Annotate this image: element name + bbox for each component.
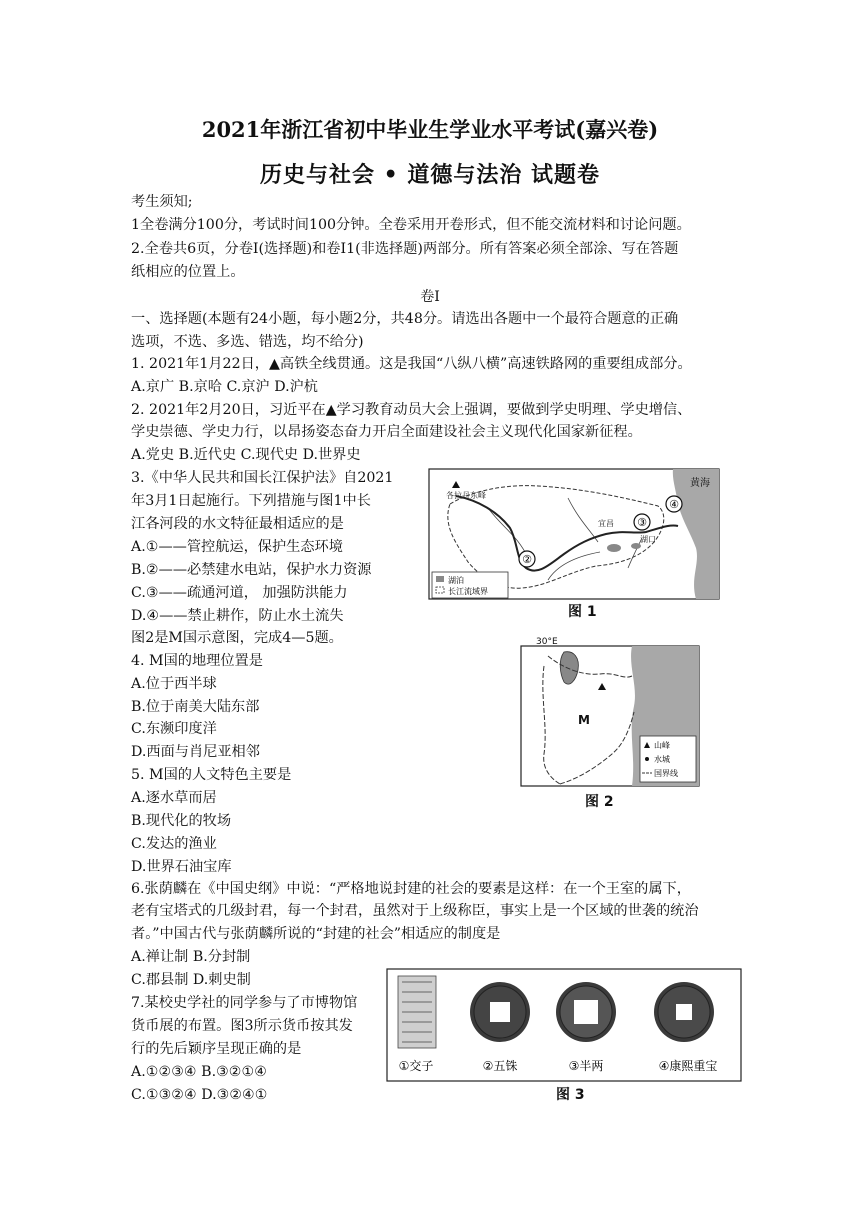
q6-options-2: C.郡县制 D.刺史制 (131, 972, 251, 988)
q4-option-c: C.东濒印度洋 (131, 721, 217, 737)
q3-line-2: 年3月1日起施行。下列措施与图1中长 (131, 493, 371, 509)
q5-option-d: D.世界石油宝库 (131, 859, 232, 875)
marker-3-label: ③ (637, 516, 647, 529)
notice-line-1: 1全卷满分100分，考试时间100分钟。全卷采用开卷形式，但不能交流材料和讨论问题。 (131, 217, 691, 233)
country-label: M (578, 713, 590, 727)
notice-line-3: 纸相应的位置上。 (131, 264, 245, 280)
country-m-map (520, 636, 700, 788)
q6-line-1: 6.张荫麟在《中国史纲》中说：“严格地说封建的社会的要素是这样：在一个王室的属下， (131, 881, 691, 897)
q3-option-c: C.③——疏通河道， 加强防洪能力 (131, 585, 348, 601)
legend-peak-label: 山峰 (654, 741, 670, 750)
figure-2-caption: 图 2 (585, 794, 614, 810)
figure-1-caption: 图 1 (568, 604, 597, 620)
section-intro-1: 一、选择题(本题有24小题，每小题2分，共48分。请选出各题中一个最符合题意的正确 (131, 311, 679, 327)
source-label: 各拉丹东峰 (446, 491, 486, 500)
q4-option-b: B.位于南美大陆东部 (131, 699, 260, 715)
coin-label-banliang: ③半两 (568, 1059, 604, 1073)
figure-2-map (520, 636, 700, 788)
coin-label-kangxi: ④康熙重宝 (658, 1059, 718, 1073)
legend-city-dot (645, 757, 649, 761)
q5-option-c: C.发达的渔业 (131, 836, 217, 852)
q2-stem-1: 2. 2021年2月20日，习近平在▲学习教育动员大会上强调，要做到学史明理、学史增信、 (131, 402, 692, 418)
q7-line-2: 货币展的布置。图3所示货币按其发 (131, 1018, 353, 1034)
q3-line-3: 江各河段的水文特征最相适应的是 (131, 516, 344, 532)
marker-2-label: ② (522, 553, 532, 566)
q7-line-3: 行的先后颖序呈现正确的是 (131, 1041, 302, 1057)
coin-label-jiaozi: ①交子 (398, 1059, 434, 1073)
legend-lake-label: 湖泊 (448, 576, 464, 585)
coin-hole (490, 1002, 510, 1022)
coin-label-wuzhu: ②五铢 (482, 1059, 518, 1073)
longitude-west-label: 30°E (536, 637, 558, 647)
q4-stem: 4. M国的地理位置是 (131, 653, 263, 669)
city-label-yichang: 宜昌 (598, 519, 614, 528)
q4-option-a: A.位于西半球 (131, 676, 217, 692)
q6-line-2: 老有宝塔式的几级封君，每一个封君，虽然对于上级称臣，事实上是一个区域的世袭的统治 (131, 903, 699, 919)
q3-option-a: A.①——管控航运，保护生态环境 (131, 539, 343, 555)
q3-option-b: B.②——必禁建水电站，保护水力资源 (131, 562, 372, 578)
section-intro-2: 选项，不选、多选、错选，均不给分) (131, 334, 364, 350)
q5-stem: 5. M国的人文特色主要是 (131, 767, 292, 783)
notice-heading: 考生须知; (131, 194, 193, 210)
q6-options-1: A.禅让制 B.分封制 (131, 949, 251, 965)
coins-illustration (386, 968, 742, 1082)
sea-label: 黄海 (690, 478, 710, 489)
section-label: 卷Ⅰ (420, 289, 440, 305)
marker-4-label: ④ (669, 498, 679, 511)
coin-hole (574, 1000, 598, 1024)
figure-1-map (428, 468, 720, 600)
coin-hole (676, 1004, 692, 1020)
q3-line-1: 3.《中华人民共和国长江保护法》自2021 (131, 470, 394, 486)
q4-option-d: D.西面与肖尼亚相邻 (131, 744, 260, 760)
q7-options-2: C.①③②④ D.③②④① (131, 1087, 268, 1103)
yangtze-map (428, 468, 720, 600)
q5-option-a: A.逐水草而居 (131, 790, 217, 806)
q1-stem: 1. 2021年1月22日，▲高铁全线贯通。这是我国“八纵八横”高速铁路网的重要组成部分。 (131, 356, 692, 372)
q7-line-1: 7.某校史学社的同学参与了市博物馆 (131, 995, 358, 1011)
exam-subtitle: 历史与社会 • 道德与法治 试题卷 (259, 162, 601, 188)
q6-line-3: 者。”中国古代与张荫麟所说的“封建的社会”相适应的制度是 (131, 926, 501, 942)
legend-basin-swatch (436, 587, 444, 593)
legend-basin-label: 长江流域界 (448, 587, 488, 596)
q5-option-b: B.现代化的牧场 (131, 813, 232, 829)
q7-options-1: A.①②③④ B.③②①④ (131, 1064, 267, 1080)
q45-intro: 图2是M国示意图，完成4—5题。 (131, 630, 343, 646)
notice-line-2: 2.全卷共6页，分卷I(选择题)和卷I1(非选择题)两部分。所有答案必须全部涂、写在答题 (131, 241, 679, 257)
city-label-hukou: 湖口 (640, 535, 656, 544)
q2-options: A.党史 B.近代史 C.现代史 D.世界史 (131, 447, 361, 463)
lake (607, 544, 621, 552)
legend-city-label: 水城 (654, 755, 670, 764)
figure-3-caption: 图 3 (556, 1087, 585, 1103)
legend-lake-swatch (436, 576, 444, 582)
exam-title: 2021年浙江省初中毕业生学业水平考试(嘉兴卷) (201, 117, 659, 142)
q2-stem-2: 学史崇德、学史力行，以昂扬姿态奋力开启全面建设社会主义现代化国家新征程。 (131, 424, 642, 440)
legend-border-label: 国界线 (654, 769, 678, 778)
q1-options: A.京广 B.京哈 C.京沪 D.沪杭 (131, 379, 318, 395)
q3-option-d: D.④——禁止耕作，防止水土流失 (131, 608, 344, 624)
figure-3-coins (386, 968, 742, 1082)
